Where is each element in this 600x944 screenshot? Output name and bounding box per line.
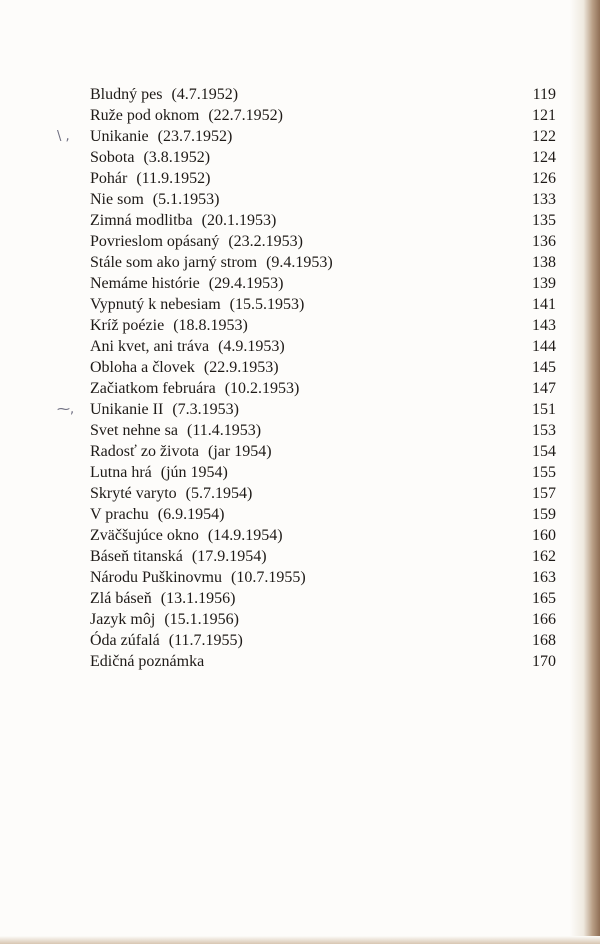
entry-title: Svet nehne sa xyxy=(90,422,178,439)
pencil-annotation: \ , xyxy=(57,129,70,144)
toc-entry xyxy=(90,252,556,273)
toc-entry xyxy=(57,126,556,147)
entry-title: Kríž poézie xyxy=(90,317,165,334)
toc-entry xyxy=(90,231,556,252)
entry-page-number: 119 xyxy=(532,86,556,103)
toc-entry xyxy=(90,483,556,504)
entry-date: (17.9.1954) xyxy=(191,548,267,565)
entry-page-number: 145 xyxy=(532,359,556,376)
entry-page-number: 159 xyxy=(532,506,556,523)
entry-date: (10.2.1953) xyxy=(224,380,300,397)
entry-page-number: 133 xyxy=(532,191,556,208)
entry-page-number: 138 xyxy=(532,254,556,271)
toc-entry xyxy=(90,567,556,588)
entry-title: Bludný pes xyxy=(90,86,163,103)
entry-page-number: 170 xyxy=(532,653,556,670)
entry-title: Pohár xyxy=(90,170,128,187)
entry-page-number: 155 xyxy=(532,464,556,481)
entry-date: (18.8.1953) xyxy=(173,317,248,334)
entry-title: Unikanie xyxy=(90,128,149,145)
entry-date: (6.9.1954) xyxy=(157,506,225,523)
entry-title: Nie som xyxy=(90,191,144,208)
entry-title: Stále som ako jarný strom xyxy=(90,254,258,271)
entry-date: (22.7.1952) xyxy=(208,107,283,124)
entry-date: (15.5.1953) xyxy=(229,296,305,313)
entry-date: (11.9.1952) xyxy=(136,170,211,187)
toc-entry xyxy=(90,357,556,378)
entry-date: (20.1.1953) xyxy=(201,212,277,229)
entry-page-number: 166 xyxy=(532,611,556,628)
entry-title: Povrieslom opásaný xyxy=(90,233,220,250)
toc-entry xyxy=(90,504,556,525)
entry-page-number: 168 xyxy=(532,632,556,649)
entry-title: Radosť zo života xyxy=(90,443,200,460)
toc-entry xyxy=(90,336,556,357)
entry-page-number: 135 xyxy=(532,212,556,229)
entry-date: (23.7.1952) xyxy=(157,128,233,145)
toc-entry xyxy=(90,441,556,462)
entry-title: Obloha a človek xyxy=(90,359,195,376)
entry-page-number: 160 xyxy=(532,527,556,544)
entry-title: Báseň titanská xyxy=(90,548,183,565)
entry-page-number: 124 xyxy=(532,149,556,166)
entry-date: (13.1.1956) xyxy=(160,590,236,607)
entry-page-number: 121 xyxy=(532,107,556,124)
entry-date: (11.7.1955) xyxy=(168,632,243,649)
toc-entry xyxy=(90,609,556,630)
toc-entry xyxy=(90,420,556,441)
entry-page-number: 151 xyxy=(532,401,556,418)
entry-page-number: 139 xyxy=(532,275,556,292)
entry-date: (10.7.1955) xyxy=(231,569,306,586)
entry-title: V prachu xyxy=(90,506,149,523)
pencil-annotation: ⁓, xyxy=(57,402,75,417)
toc-entry xyxy=(90,651,556,672)
entry-page-number: 153 xyxy=(532,422,556,439)
toc-entry xyxy=(90,294,556,315)
entry-date: (4.9.1953) xyxy=(218,338,285,355)
entry-title: Lutna hrá xyxy=(90,464,152,481)
page-binding-edge xyxy=(570,0,600,944)
toc-entry xyxy=(90,462,556,483)
entry-date: (23.2.1953) xyxy=(228,233,303,250)
toc-entry xyxy=(90,315,556,336)
entry-title: Skryté varyto xyxy=(90,485,177,502)
entry-page-number: 165 xyxy=(532,590,556,607)
entry-date: (29.4.1953) xyxy=(208,275,284,292)
entry-date: (9.4.1953) xyxy=(266,254,333,271)
entry-page-number: 163 xyxy=(532,569,556,586)
toc-entry xyxy=(90,210,556,231)
toc-entry xyxy=(90,168,556,189)
entry-title: Zimná modlitba xyxy=(90,212,193,229)
entry-title: Edičná poznámka xyxy=(90,653,205,670)
page-bottom-edge xyxy=(0,936,600,944)
toc-entry xyxy=(90,588,556,609)
entry-date: (7.3.1953) xyxy=(172,401,239,418)
entry-title: Óda zúfalá xyxy=(90,632,160,649)
entry-page-number: 143 xyxy=(532,317,556,334)
entry-title: Ani kvet, ani tráva xyxy=(90,338,210,355)
entry-title: Sobota xyxy=(90,149,135,166)
toc-entry xyxy=(90,273,556,294)
entry-page-number: 122 xyxy=(532,128,556,145)
entry-title: Národu Puškinovmu xyxy=(90,569,222,586)
entry-page-number: 144 xyxy=(532,338,556,355)
entry-date: (15.1.1956) xyxy=(164,611,239,628)
toc-entry xyxy=(90,630,556,651)
entry-title: Začiatkom februára xyxy=(90,380,216,397)
entry-title: Ruže pod oknom xyxy=(90,107,200,124)
entry-date: (jar 1954) xyxy=(208,443,272,460)
entry-title: Zlá báseň xyxy=(90,590,152,607)
entry-page-number: 141 xyxy=(532,296,556,313)
toc-entry xyxy=(90,84,556,105)
entry-date: (11.4.1953) xyxy=(186,422,262,439)
entry-page-number: 154 xyxy=(532,443,556,460)
toc-entry xyxy=(90,147,556,168)
entry-page-number: 162 xyxy=(532,548,556,565)
entry-title: Jazyk môj xyxy=(90,611,156,628)
entry-date: (5.7.1954) xyxy=(185,485,253,502)
toc-entry xyxy=(90,546,556,567)
entry-title: Nemáme histórie xyxy=(90,275,200,292)
entry-title: Vypnutý k nebesiam xyxy=(90,296,221,313)
table-of-contents xyxy=(57,84,556,672)
entry-page-number: 147 xyxy=(532,380,556,397)
toc-entry xyxy=(90,105,556,126)
entry-page-number: 157 xyxy=(532,485,556,502)
toc-entry xyxy=(90,189,556,210)
toc-entry xyxy=(90,378,556,399)
entry-page-number: 126 xyxy=(532,170,556,187)
toc-entry xyxy=(90,525,556,546)
entry-page-number: 136 xyxy=(532,233,556,250)
entry-date: (5.1.1953) xyxy=(152,191,220,208)
entry-title: Zväčšujúce okno xyxy=(90,527,199,544)
entry-date: (3.8.1952) xyxy=(143,149,211,166)
entry-date: (4.7.1952) xyxy=(171,86,239,103)
entry-title: Unikanie II xyxy=(90,401,164,418)
entry-date: (jún 1954) xyxy=(160,464,228,481)
entry-date: (22.9.1953) xyxy=(203,359,279,376)
toc-entry xyxy=(57,399,556,420)
entry-date: (14.9.1954) xyxy=(207,527,283,544)
